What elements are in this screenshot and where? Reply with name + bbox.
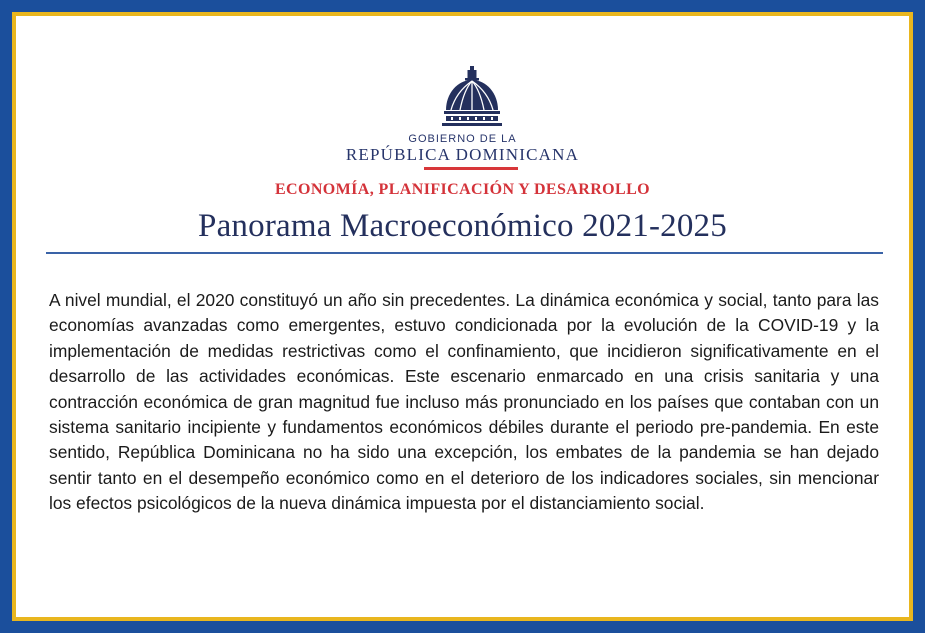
government-line-1: GOBIERNO DE LA (408, 133, 517, 145)
outer-frame (6, 6, 919, 627)
body-paragraph: A nivel mundial, el 2020 constituyó un año sin precedentes. La dinámica económica y social, tanto para las economías avanzadas como emergentes, estuvo condicionada por la evolución de la COVID-19 y la implementación de medidas restrictivas como el confinamiento, que incidieron significativamente en el desarrollo de las actividades económicas. Este escenario enmarcado en una crisis sanitaria y una contracción económica de gran magnitud fue incluso más pronunciado en los países que contaban con un sistema sanitario incipiente y fundamentos económicos débiles durante el periodo pre-pandemia. En este sentido, República Dominicana no ha sido una excepción, los embates de la pandemia se han dejado sentir tanto en el desempeño económico como en el deterioro de los indicadores sociales, sin mencionar los efectos psicológicos de la nueva dinámica impuesta por el distanciamiento social. (49, 290, 879, 514)
ministry-name: ECONOMÍA, PLANIFICACIÓN Y DESARROLLO (274, 181, 651, 198)
content-card (12, 12, 913, 621)
government-line-2: REPÚBLICA DOMINICANA (345, 145, 580, 164)
title-divider (46, 252, 883, 254)
red-divider (424, 167, 518, 170)
dome-emblem-icon (442, 66, 502, 130)
page-title: Panorama Macroeconómico 2021-2025 (198, 208, 727, 244)
